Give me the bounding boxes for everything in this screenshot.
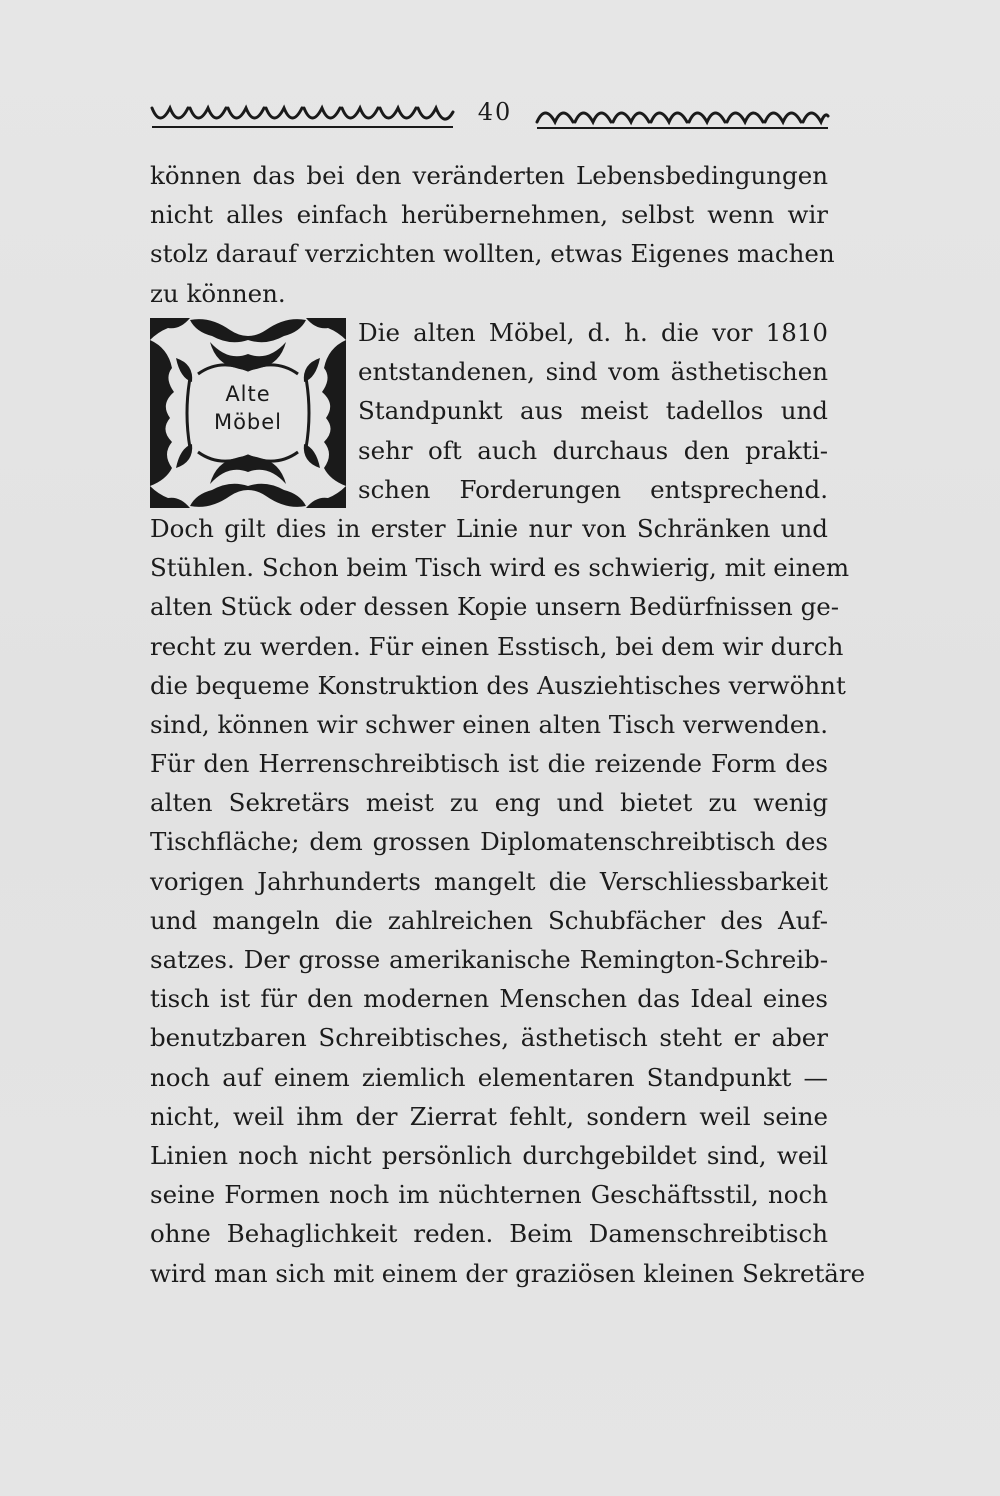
text-line: benutzbaren Schreibtisches, ästhetisch steht er aber [150, 1023, 828, 1053]
text-line: Für den Herrenschreibtisch ist die reizende Form des [150, 749, 828, 779]
text-line: alten Stück oder dessen Kopie unsern Bedürfnissen ge- [150, 592, 840, 622]
text-line: Die alten Möbel, d. h. die vor 1810 [358, 318, 828, 347]
header-ornament-left [150, 102, 455, 130]
text-line: nicht, weil ihm der Zierrat fehlt, sondern weil seine [150, 1101, 828, 1131]
text-line: können das bei den veränderten Lebensbedingungen [150, 161, 828, 190]
paragraph-continued [150, 156, 835, 313]
running-header [150, 98, 830, 138]
text-line: tisch ist für den modernen Menschen das Ideal eines [150, 984, 828, 1014]
text-line: sehr oft auch durchaus den prakti- [358, 435, 828, 465]
text-line: und mangeln die zahlreichen Schubfächer des Auf- [150, 905, 828, 935]
text-line: zu können. [150, 278, 286, 308]
text-line: sind, können wir schwer einen alten Tisch verwenden. [150, 709, 828, 739]
text-line: Standpunkt aus meist tadellos und [358, 396, 828, 426]
text-line: schen Forderungen entsprechend. [358, 474, 828, 504]
header-ornament-right [535, 102, 830, 130]
text-line: entstandenen, sind vom ästhetischen [358, 357, 828, 387]
page-number: 40 [477, 98, 513, 126]
text-line: die bequeme Konstruktion des Ausziehtisches verwöhnt [150, 670, 846, 700]
vignette-title-line2: Möbel [213, 410, 283, 434]
text-line: ohne Behaglichkeit reden. Beim Damenschreibtisch [150, 1219, 828, 1249]
text-line: Tischfläche; dem grossen Diplomatenschreibtisch des [150, 827, 828, 857]
paragraph-alte-moebel [150, 313, 866, 1293]
vignette-title-line1: Alte [225, 382, 271, 406]
text-line: alten Sekretärs meist zu eng und bietet zu wenig [150, 788, 828, 818]
text-line: Stühlen. Schon beim Tisch wird es schwierig, mit einem [150, 553, 850, 583]
text-line: Doch gilt dies in erster Linie nur von Schränken und [150, 513, 828, 543]
text-line: satzes. Der grosse amerikanische Remington-Schreib- [150, 945, 828, 974]
text-line: stolz darauf verzichten wollten, etwas Eigenes machen [150, 239, 835, 269]
text-line: noch auf einem ziemlich elementaren Standpunkt — [150, 1062, 828, 1092]
text-line: wird man sich mit einem der graziösen kleinen Sekretäre [150, 1258, 866, 1288]
text-line: seine Formen noch im nüchternen Geschäftsstil, noch [150, 1180, 828, 1210]
text-line: nicht alles einfach herübernehmen, selbst wenn wir [150, 200, 828, 230]
text-line: vorigen Jahrhunderts mangelt die Verschliessbarkeit [150, 866, 828, 896]
text-line: recht zu werden. Für einen Esstisch, bei dem wir durch [150, 631, 844, 661]
text-line: Linien noch nicht persönlich durchgebildet sind, weil [150, 1140, 828, 1170]
